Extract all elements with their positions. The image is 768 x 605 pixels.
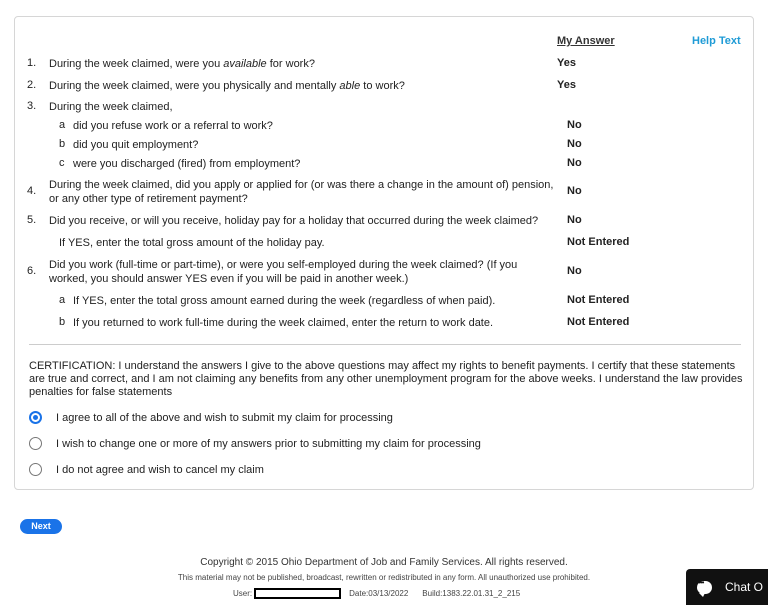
question-text: During the week claimed, were you physically and mentally able to work? [49, 80, 405, 92]
answer-value: No [567, 157, 582, 169]
answer-value: Not Entered [567, 294, 630, 306]
question-number: 5. [27, 214, 37, 226]
sub-question-letter: c [59, 157, 65, 169]
question-text: did you quit employment? [73, 139, 199, 151]
sub-question-letter: a [59, 119, 66, 131]
section-divider [29, 344, 741, 345]
chat-widget-button[interactable] [686, 569, 768, 605]
question-text: During the week claimed, were you available for work? [49, 58, 315, 70]
answer-value: No [567, 214, 582, 226]
question-text: Did you receive, or will you receive, holiday pay for a holiday that occurred during the week claimed? [49, 215, 539, 227]
redacted-user-box [254, 588, 341, 599]
build-text: Build:1383.22.01.31_2_215 [422, 589, 521, 598]
answer-value: Yes [557, 57, 576, 69]
answer-value: No [567, 185, 582, 197]
option-label: I wish to change one or more of my answers prior to submitting my claim for processing [56, 437, 481, 450]
answer-value: No [567, 265, 582, 277]
footer-meta [233, 588, 520, 599]
cancel-claim-option[interactable] [29, 463, 264, 476]
chat-label: Chat O [725, 580, 764, 594]
sub-question-letter: b [59, 316, 66, 328]
question-text-line: or any other type of retirement payment? [49, 193, 248, 205]
option-label: I agree to all of the above and wish to submit my claim for processing [56, 411, 393, 424]
question-text: did you refuse work or a referral to work? [73, 120, 273, 132]
radio-button[interactable] [29, 437, 42, 450]
question-text: If you returned to work full-time during the week claimed, enter the return to work date. [73, 317, 494, 329]
question-text-line: Did you work (full-time or part-time), or were you self-employed during the week claimed? (If you [49, 259, 518, 271]
copyright-text: Copyright © 2015 Ohio Department of Job and Family Services. All rights reserved. [200, 557, 568, 568]
radio-button[interactable] [29, 463, 42, 476]
radio-button-selected[interactable] [29, 411, 42, 424]
question-text: During the week claimed, [49, 101, 173, 113]
question-number: 6. [27, 265, 37, 277]
chat-bubble-icon [697, 581, 712, 594]
date-text: Date:03/13/2022 [349, 589, 409, 598]
question-number: 3. [27, 100, 37, 112]
question-text-line: During the week claimed, did you apply or applied for (or was there a change in the amount of) pension, [49, 179, 554, 191]
answer-value: Not Entered [567, 236, 630, 248]
question-text: If YES, enter the total gross amount earned during the week (regardless of when paid). [73, 295, 496, 307]
option-label: I do not agree and wish to cancel my claim [56, 463, 264, 476]
change-answers-option[interactable] [29, 437, 481, 450]
certification-text: CERTIFICATION: I understand the answers I give to the above questions may affect my rights to benefit payments. I certify that these statements are true and correct, and I am not claiming any benefits from any other unemployment program for the above weeks. I understand the law provides penalties for false statements [29, 360, 743, 398]
answer-value: No [567, 138, 582, 150]
answer-value: Not Entered [567, 316, 630, 328]
sub-question-letter: b [59, 138, 66, 150]
answer-value: Yes [557, 79, 576, 91]
question-text: were you discharged (fired) from employment? [73, 158, 301, 170]
question-text-line: worked, you should answer YES even if you will be paid in another week.) [49, 273, 409, 285]
answer-value: No [567, 119, 582, 131]
help-text-link[interactable]: Help Text [692, 35, 741, 47]
question-number: 1. [27, 57, 37, 69]
disclaimer-text: This material may not be published, broadcast, rewritten or redistributed in any form. All unauthorized use prohibited. [177, 573, 591, 582]
user-label: User: [233, 589, 253, 598]
question-number: 2. [27, 79, 37, 91]
claim-review-panel [14, 16, 754, 490]
agree-option[interactable] [29, 411, 393, 424]
next-button[interactable]: Next [20, 519, 62, 534]
question-text: If YES, enter the total gross amount of the holiday pay. [59, 237, 325, 249]
my-answer-header: My Answer [557, 35, 615, 47]
question-number: 4. [27, 185, 37, 197]
sub-question-letter: a [59, 294, 66, 306]
